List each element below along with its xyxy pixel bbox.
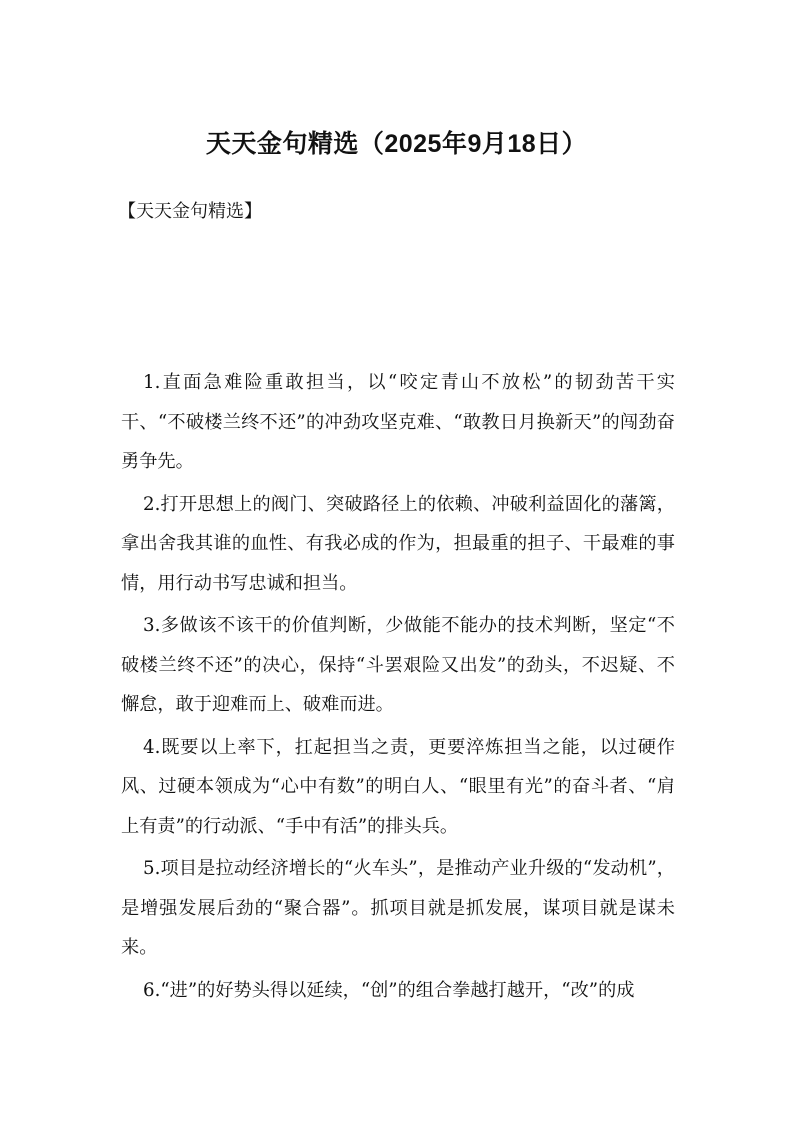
paragraph-5: 5.项目是拉动经济增长的“火车头”，是推动产业升级的“发动机”，是增强发展后劲的“聚合器”。抓项目就是抓发展，谋项目就是谋未来。	[121, 858, 675, 958]
paragraph-3: 3.多做该不该干的价值判断，少做能不能办的技术判断，坚定“不破楼兰终不还”的决心，保持“斗罢艰险又出发”的劲头，不迟疑、不懈怠，敢于迎难而上、破难而进。	[121, 615, 675, 715]
body-text	[121, 363, 675, 1013]
paragraph-1: 1.直面急难险重敢担当，以“咬定青山不放松”的韧劲苦干实干、“不破楼兰终不还”的冲劲攻坚克难、“敢教日月换新天”的闯劲奋勇争先。	[121, 372, 675, 472]
section-heading: 【天天金句精选】	[118, 201, 262, 222]
paragraph-2: 2.打开思想上的阀门、突破路径上的依赖、冲破利益固化的藩篱，拿出舍我其谁的血性、有我必成的作为，担最重的担子、干最难的事情，用行动书写忠诚和担当。	[121, 493, 675, 594]
paragraph-6: 6.“进”的好势头得以延续，“创”的组合拳越打越开，“改”的成	[143, 979, 635, 1001]
page-title: 天天金句精选（2025年9月18日）	[205, 130, 588, 158]
paragraph-4: 4.既要以上率下，扛起担当之责，更要淬炼担当之能，以过硬作风、过硬本领成为“心中有数”的明白人、“眼里有光”的奋斗者、“肩上有责”的行动派、“手中有活”的排头兵。	[121, 736, 675, 837]
